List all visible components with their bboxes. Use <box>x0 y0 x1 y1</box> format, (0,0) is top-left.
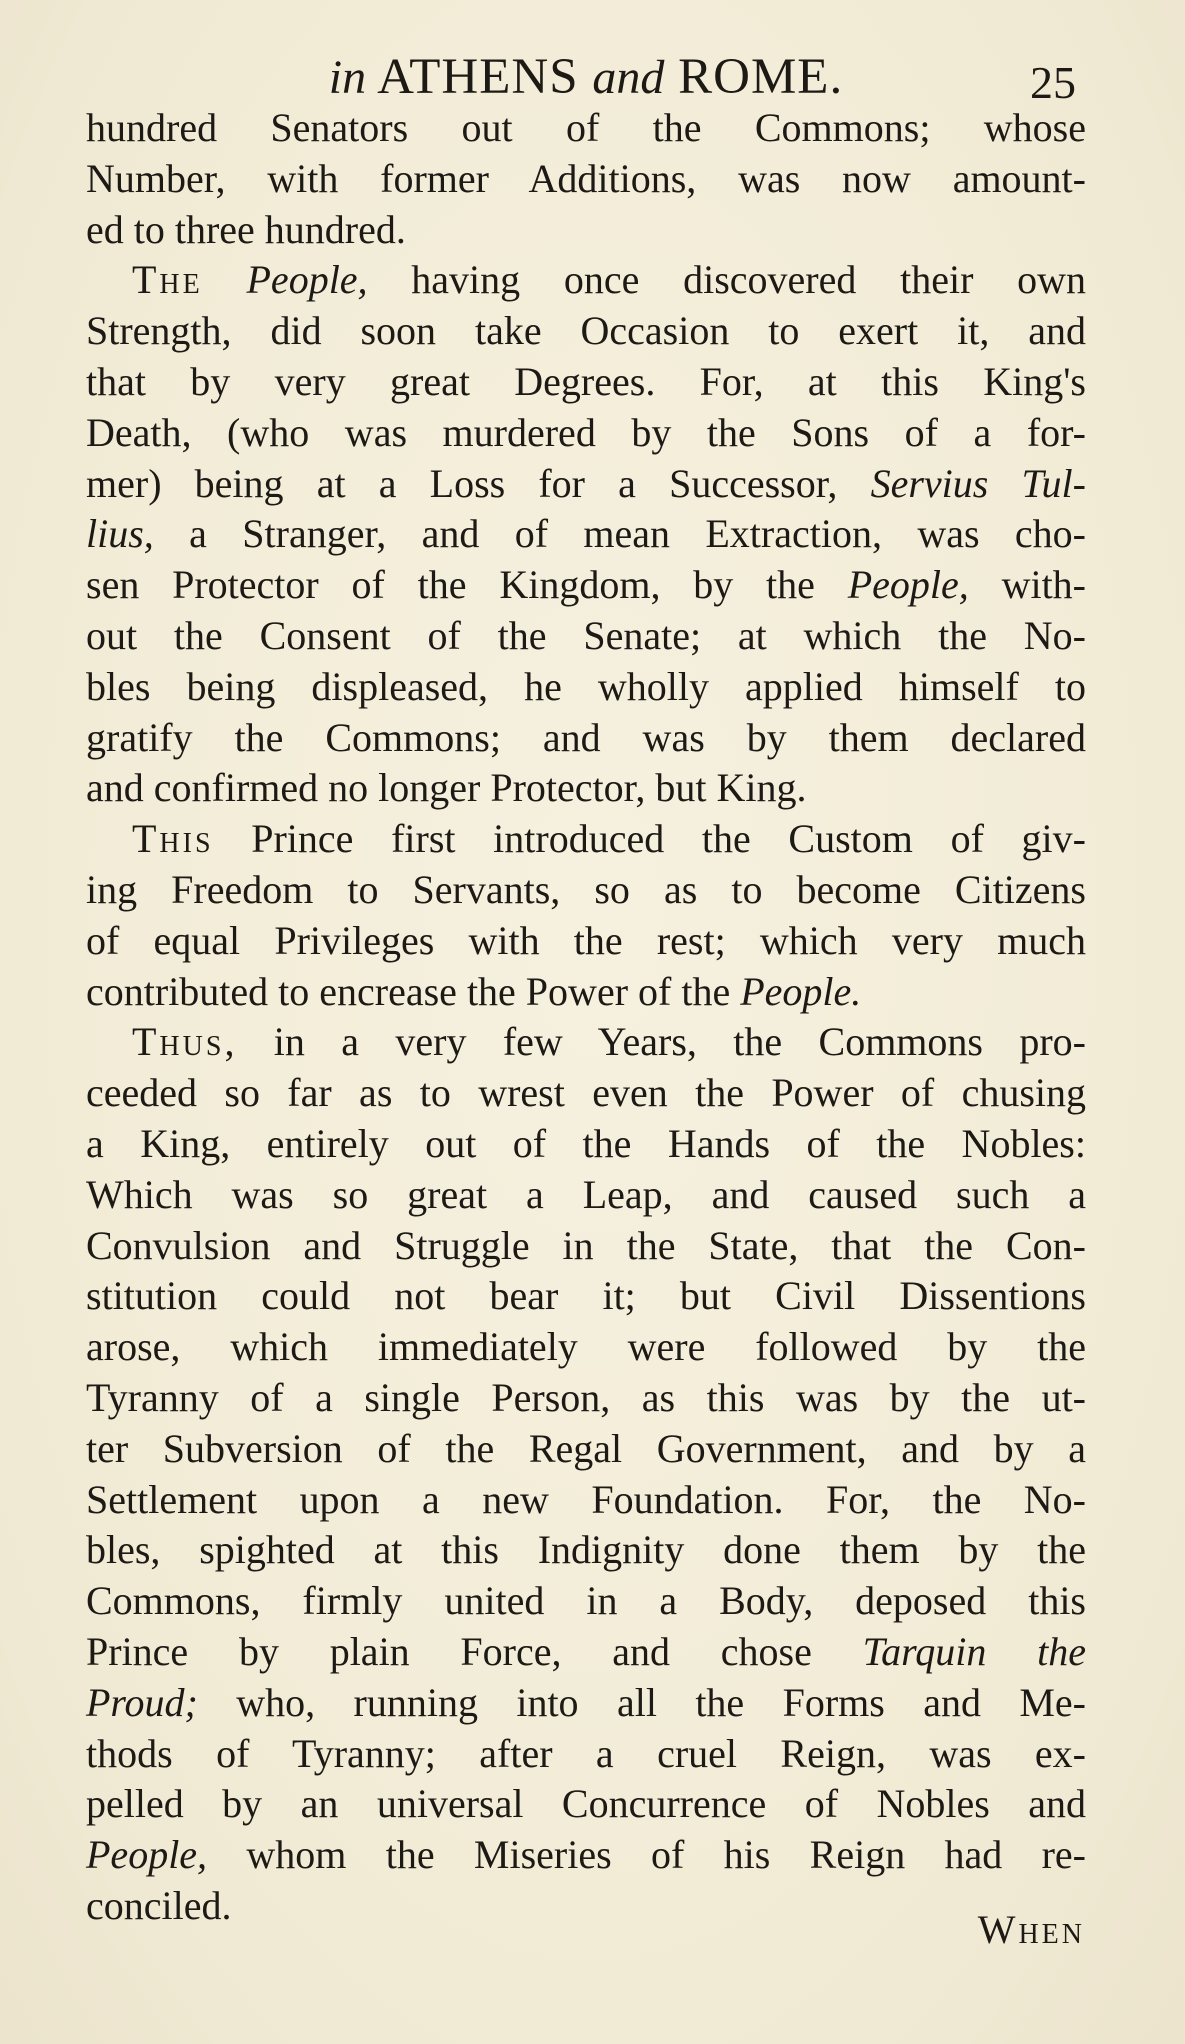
title-in: in <box>328 51 367 104</box>
text-line: sen Protector of the Kingdom, by the People, with- <box>86 562 1086 608</box>
text-line: hundred Senators out of the Commons; whose <box>86 105 1086 150</box>
text-line: Number, with former Additions, was now amount- <box>86 155 1086 201</box>
text-line: bles being displeased, he wholly applied himself to <box>86 663 1086 709</box>
text-line: Thus, in a very few Years, the Commons pro- <box>132 1019 1086 1065</box>
text-line: Death, (who was murdered by the Sons of a for- <box>86 409 1086 455</box>
body-text <box>86 103 1086 1932</box>
text-line: ing Freedom to Servants, so as to become Citizens <box>86 866 1086 912</box>
text-line: The People, having once discovered their own <box>132 257 1087 303</box>
page-number: 25 <box>1030 57 1076 108</box>
text-line: out the Consent of the Senate; at which the No- <box>86 612 1086 658</box>
text-line: and confirmed no longer Protector, but King. <box>86 765 807 811</box>
text-line: Settlement upon a new Foundation. For, the No- <box>86 1476 1086 1522</box>
text-line: that by very great Degrees. For, at this King's <box>86 358 1086 404</box>
text-line: contributed to encrease the Power of the People. <box>86 968 862 1014</box>
text-line: arose, which immediately were followed by the <box>86 1324 1086 1370</box>
text-line: of equal Privileges with the rest; which very much <box>86 917 1086 963</box>
text-line: ceeded so far as to wrest even the Power of chusing <box>86 1070 1086 1116</box>
text-line: Strength, did soon take Occasion to exert it, and <box>86 308 1086 354</box>
text-line: Tyranny of a single Person, as this was by the ut- <box>86 1374 1086 1420</box>
text-line: Which was so great a Leap, and caused such a <box>86 1171 1086 1217</box>
text-line: thods of Tyranny; after a cruel Reign, was ex- <box>86 1730 1086 1776</box>
running-head <box>86 42 1086 112</box>
text-line: pelled by an universal Concurrence of Nobles and <box>86 1781 1086 1827</box>
title-and: and <box>592 51 665 104</box>
text-line: Commons, firmly united in a Body, deposed this <box>86 1578 1086 1624</box>
text-line: This Prince first introduced the Custom of giv- <box>132 816 1086 862</box>
text-line: conciled. <box>86 1882 232 1928</box>
text-line: stitution could not bear it; but Civil Dissentions <box>86 1273 1086 1319</box>
text-line: Prince by plain Force, and chose Tarquin the <box>86 1628 1087 1674</box>
text-line: a King, entirely out of the Hands of the Nobles: <box>86 1120 1086 1166</box>
catchword: When <box>977 1907 1085 1952</box>
text-line: ed to three hundred. <box>86 206 406 252</box>
text-line: People, whom the Miseries of his Reign had re- <box>86 1832 1086 1878</box>
text-line: bles, spighted at this Indignity done them by the <box>86 1527 1086 1573</box>
text-line: mer) being at a Loss for a Successor, Servius Tul- <box>86 460 1086 506</box>
title-rome: ROME. <box>678 49 844 105</box>
text-line: Proud; who, running into all the Forms and Me- <box>86 1679 1086 1725</box>
text-line: ter Subversion of the Regal Government, and by a <box>86 1425 1086 1471</box>
text-line: lius, a Stranger, and of mean Extraction, was cho- <box>86 511 1086 557</box>
title-athens: ATHENS <box>377 49 579 105</box>
text-line: gratify the Commons; and was by them declared <box>86 714 1086 760</box>
text-line: Convulsion and Struggle in the State, that the Con- <box>86 1222 1086 1268</box>
